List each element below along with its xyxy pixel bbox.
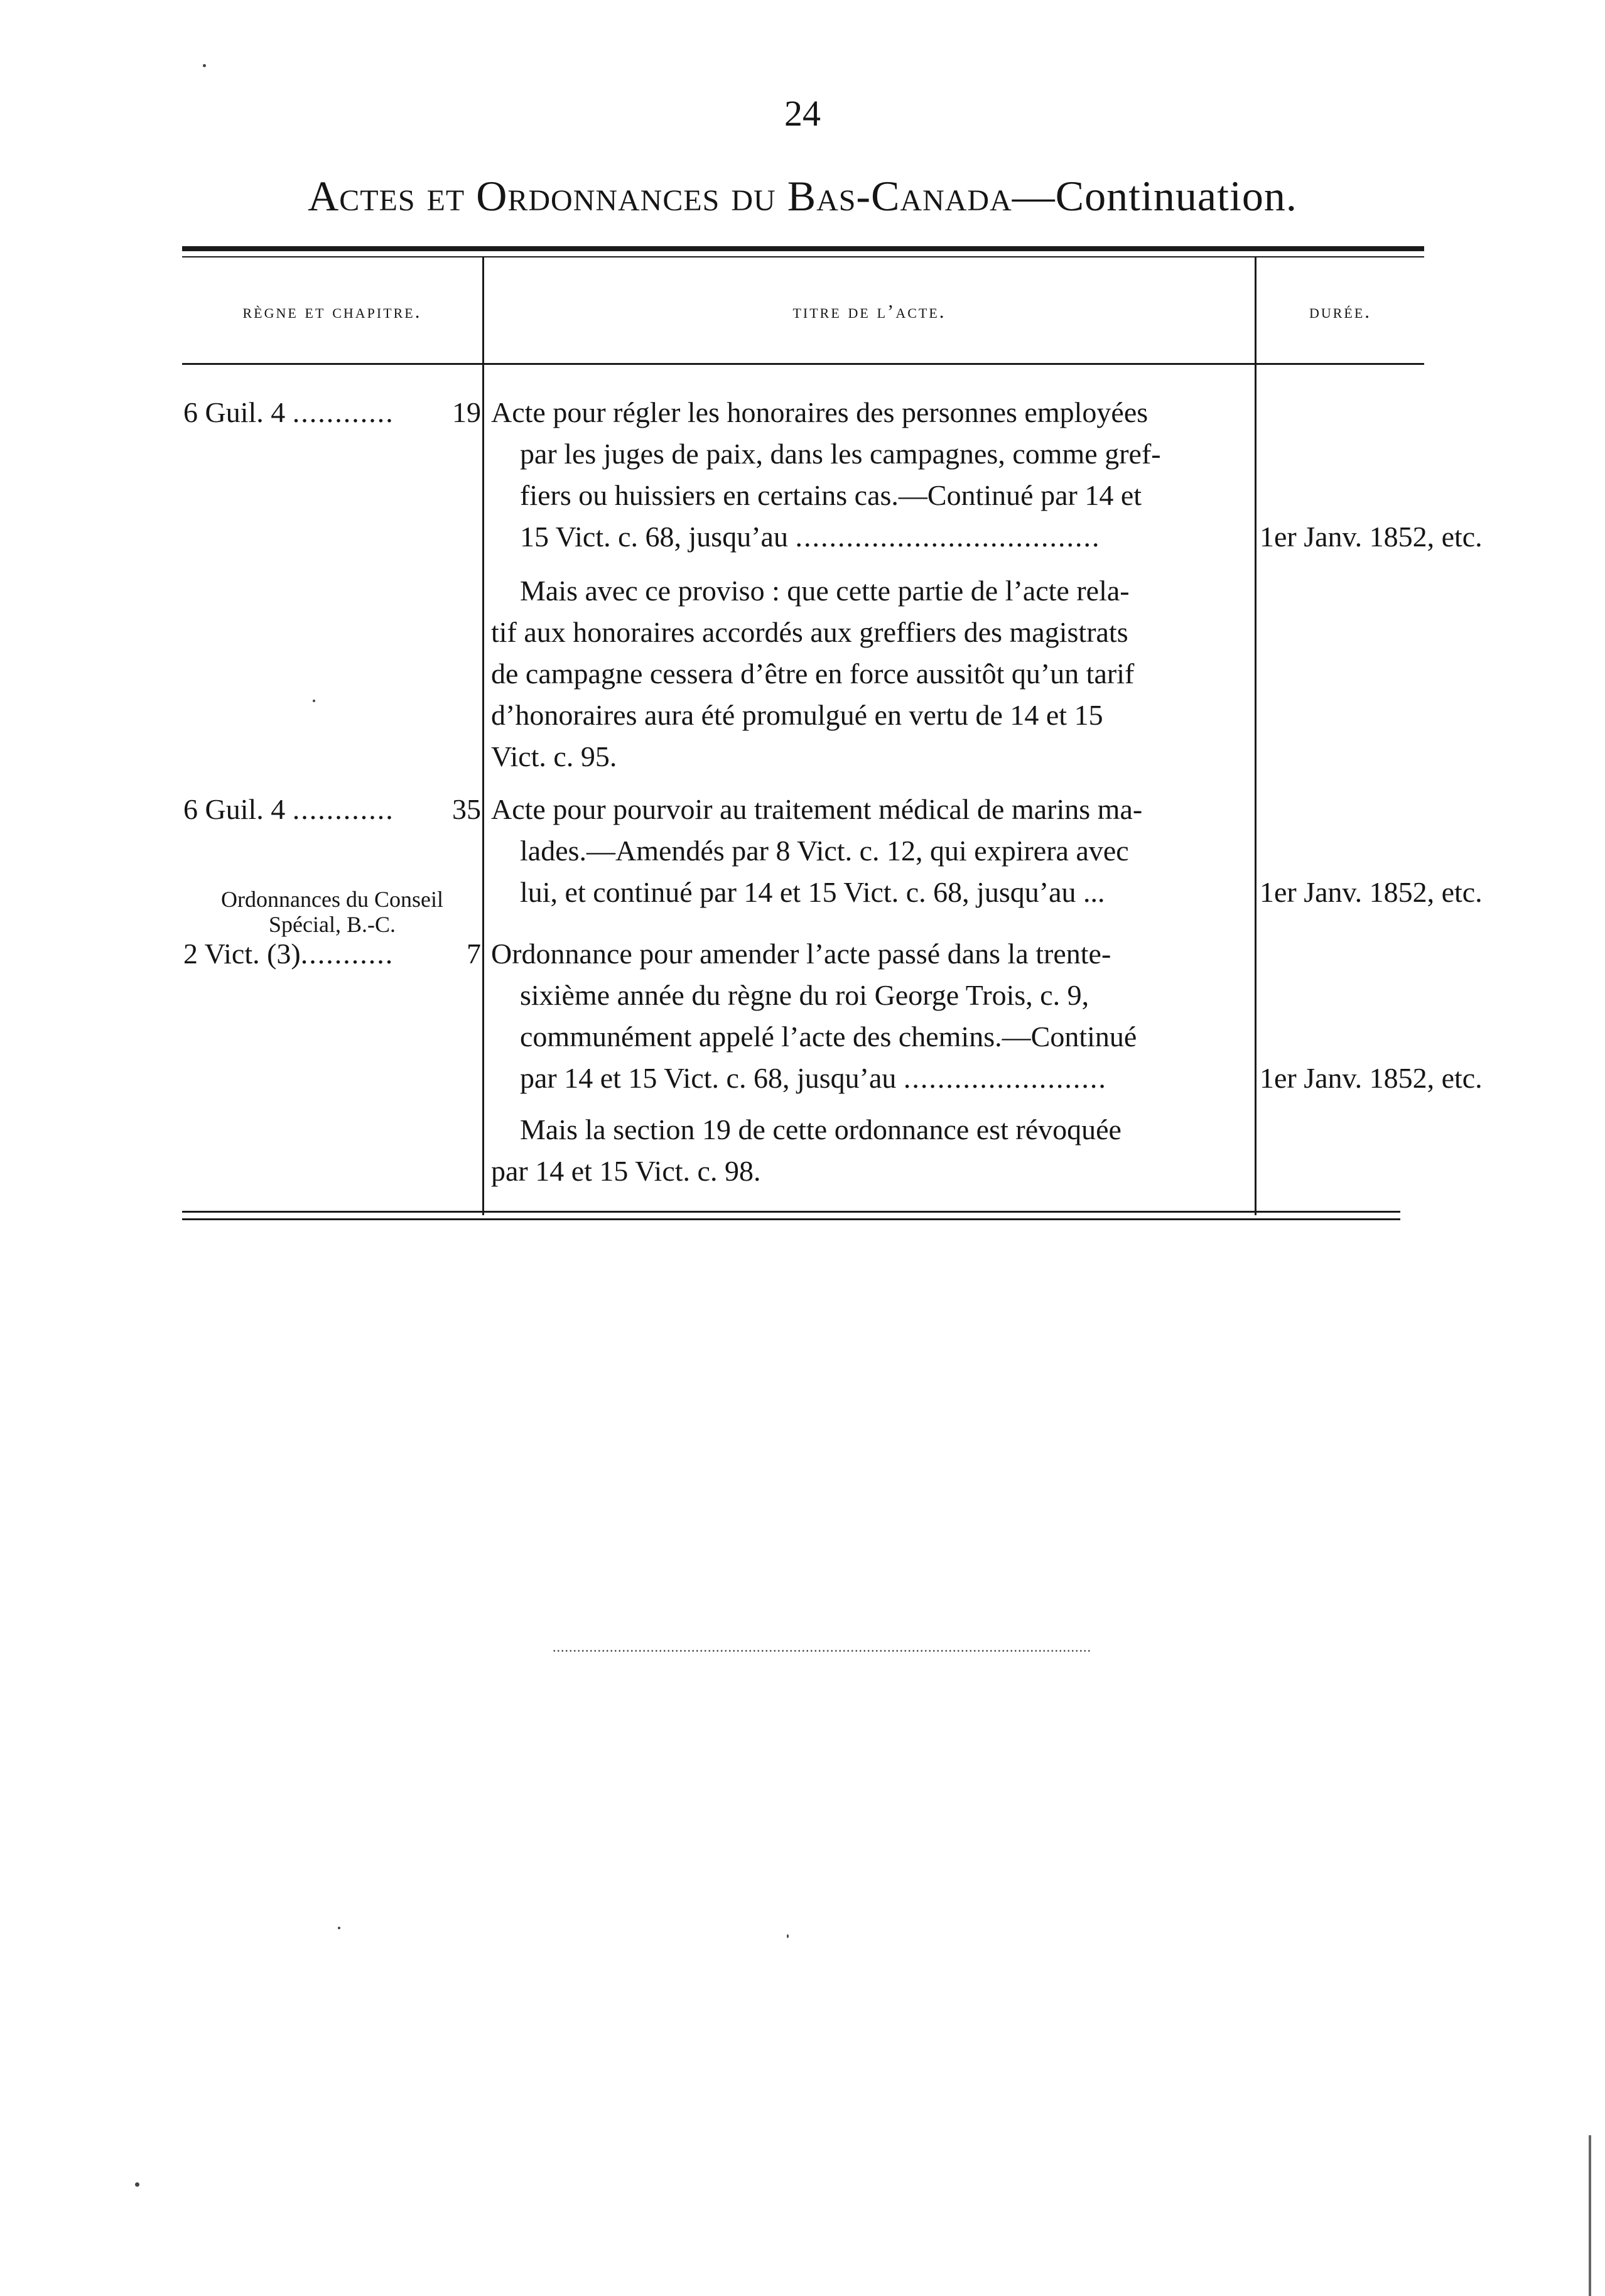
running-title	[0, 172, 1605, 220]
row-1-titre-line-1: Acte pour régler les honoraires des personnes employées	[491, 396, 1148, 428]
row-1-proviso-line-5: Vict. c. 95.	[491, 740, 617, 772]
row-2-titre-line-1: Acte pour pourvoir au traitement médical de marins ma-	[491, 793, 1143, 825]
row-1-titre-line-4: 15 Vict. c. 68, jusqu’au ....................................	[520, 521, 1101, 553]
row-3-regne: 2 Vict. (3)........... 7	[183, 938, 481, 970]
column-divider-left	[482, 257, 484, 1215]
row-2-duree: 1er Janv. 1852, etc.	[1260, 876, 1483, 908]
row-3-titre-line-3: communément appelé l’acte des chemins.—Continué	[520, 1021, 1137, 1053]
row-3-proviso-line-2: par 14 et 15 Vict. c. 98.	[491, 1155, 761, 1187]
page-number: 24	[784, 93, 821, 134]
table-bottom-rule-2	[182, 1218, 1400, 1220]
scan-edge-artifact	[1589, 2135, 1591, 2296]
section-label-line-1: Ordonnances du Conseil	[221, 887, 443, 912]
row-2-regne: 6 Guil. 4 ............ 35	[183, 793, 481, 825]
column-header-titre: titre de l’acte.	[792, 300, 946, 322]
row-1-proviso-line-1: Mais avec ce proviso : que cette partie de l’acte rela-	[520, 575, 1130, 607]
row-2-titre-line-2: lades.—Amendés par 8 Vict. c. 12, qui expirera avec	[520, 835, 1129, 867]
table-top-rule-thin	[182, 256, 1424, 257]
row-3-titre-line-1: Ordonnance pour amender l’acte passé dans la trente-	[491, 938, 1111, 970]
row-3-proviso-line-1: Mais la section 19 de cette ordonnance est révoquée	[520, 1113, 1121, 1145]
footer-dotted-separator: ....................................................................................................................................	[553, 1639, 1091, 1655]
row-2-titre-line-3: lui, et continué par 14 et 15 Vict. c. 68, jusqu’au ...	[520, 876, 1105, 908]
column-header-regne: règne et chapitre.	[242, 300, 422, 322]
row-1-proviso-line-3: de campagne cessera d’être en force aussitôt qu’un tarif	[491, 658, 1135, 690]
scan-speck	[135, 2182, 139, 2187]
running-title-main: Actes et Ordonnances du Bas-Canada	[308, 172, 1012, 220]
running-title-suffix: —Continuation.	[1012, 172, 1297, 220]
section-label-line-2: Spécial, B.-C.	[269, 912, 396, 937]
table-bottom-rule-1	[182, 1211, 1400, 1213]
row-1-duree: 1er Janv. 1852, etc.	[1260, 521, 1483, 553]
header-bottom-rule	[182, 363, 1424, 365]
row-1-proviso-line-2: tif aux honoraires accordés aux greffiers des magistrats	[491, 616, 1128, 648]
row-3-titre-line-4: par 14 et 15 Vict. c. 68, jusqu’au ........................	[520, 1062, 1107, 1094]
scan-speck	[203, 64, 206, 67]
row-1-regne: 6 Guil. 4 ............ 19	[183, 396, 481, 428]
row-1-titre-line-3: fiers ou huissiers en certains cas.—Continué par 14 et	[520, 479, 1142, 511]
table-top-rule-thick	[182, 246, 1424, 251]
row-3-titre-line-2: sixième année du règne du roi George Trois, c. 9,	[520, 979, 1089, 1011]
scan-speck	[313, 700, 315, 702]
scan-speck	[338, 1927, 340, 1929]
row-1-titre-line-2: par les juges de paix, dans les campagnes, comme gref-	[520, 438, 1161, 470]
scan-speck	[787, 1934, 789, 1938]
column-header-duree: durée.	[1309, 300, 1372, 322]
row-3-duree: 1er Janv. 1852, etc.	[1260, 1062, 1483, 1094]
column-divider-right	[1255, 257, 1256, 1215]
row-1-proviso-line-4: d’honoraires aura été promulgué en vertu de 14 et 15	[491, 699, 1103, 731]
